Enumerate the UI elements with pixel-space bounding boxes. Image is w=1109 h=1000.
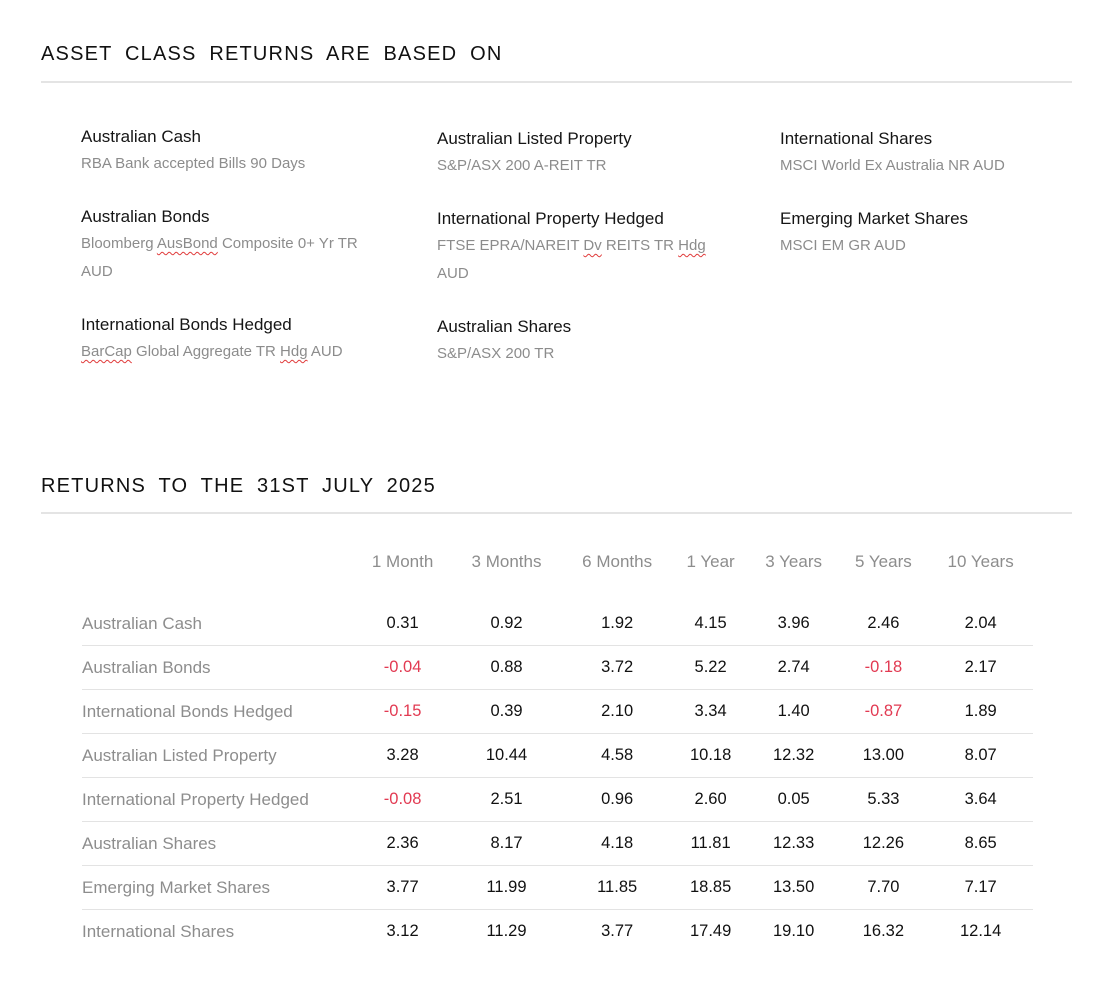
return-value: 3.64 bbox=[964, 790, 997, 808]
return-value: 10.44 bbox=[485, 746, 528, 764]
row-label: Australian Bonds bbox=[82, 657, 211, 677]
return-value: 7.17 bbox=[964, 878, 997, 896]
return-value: 5.22 bbox=[694, 658, 727, 676]
asset-name: Australian Listed Property bbox=[437, 129, 632, 148]
section-divider bbox=[41, 512, 1072, 514]
table-row bbox=[82, 734, 1033, 778]
return-value: 3.34 bbox=[694, 702, 727, 720]
return-value: 16.32 bbox=[862, 922, 905, 940]
return-value: 3.96 bbox=[777, 614, 810, 632]
asset-name: International Shares bbox=[780, 129, 933, 148]
return-value: 2.04 bbox=[964, 614, 997, 632]
return-value: 0.88 bbox=[490, 658, 523, 676]
column-header: 5 Years bbox=[855, 552, 912, 571]
return-value: 2.17 bbox=[964, 658, 997, 676]
return-value: 0.31 bbox=[386, 614, 419, 632]
basis-item-international-property-hedged bbox=[437, 208, 727, 288]
row-label: International Shares bbox=[82, 921, 235, 941]
column-header: 10 Years bbox=[947, 552, 1014, 571]
return-value: 12.32 bbox=[772, 746, 815, 764]
return-value: 12.26 bbox=[862, 834, 905, 852]
returns-section-title: RETURNS TO THE 31ST JULY 2025 bbox=[41, 475, 436, 497]
section-divider bbox=[41, 81, 1072, 83]
asset-index: RBA Bank accepted Bills 90 Days bbox=[81, 155, 306, 172]
table-row bbox=[82, 690, 1033, 734]
return-value: -0.04 bbox=[383, 658, 422, 676]
basis-item-international-shares bbox=[780, 128, 1070, 180]
return-value: 5.33 bbox=[867, 790, 900, 808]
basis-item-australian-listed-property bbox=[437, 128, 727, 180]
return-value: 3.77 bbox=[601, 922, 634, 940]
return-value: 2.74 bbox=[777, 658, 810, 676]
return-value: 13.50 bbox=[772, 878, 815, 896]
basis-item-international-bonds-hedged bbox=[81, 314, 391, 366]
return-value: 1.89 bbox=[964, 702, 997, 720]
return-value: 2.46 bbox=[867, 614, 900, 632]
return-value: 18.85 bbox=[689, 878, 732, 896]
row-label-header bbox=[82, 542, 354, 602]
return-value: 19.10 bbox=[772, 922, 815, 940]
column-header: 1 Year bbox=[686, 552, 735, 571]
return-value: -0.08 bbox=[383, 790, 422, 808]
return-value: 3.12 bbox=[386, 922, 419, 940]
table-row bbox=[82, 822, 1033, 866]
row-label: International Bonds Hedged bbox=[82, 701, 293, 721]
table-row bbox=[82, 866, 1033, 910]
column-header: 3 Months bbox=[471, 552, 542, 571]
asset-index: S&P/ASX 200 A-REIT TR bbox=[437, 157, 607, 174]
return-value: 12.33 bbox=[772, 834, 815, 852]
row-label: Australian Shares bbox=[82, 833, 217, 853]
table-header-row bbox=[82, 542, 1033, 602]
table-row bbox=[82, 910, 1033, 954]
return-value: 1.40 bbox=[777, 702, 810, 720]
asset-name: Emerging Market Shares bbox=[780, 209, 969, 228]
return-value: 0.92 bbox=[490, 614, 523, 632]
asset-index: Bloomberg AusBond Composite 0+ Yr TR AUD bbox=[81, 235, 358, 280]
asset-index: S&P/ASX 200 TR bbox=[437, 345, 555, 362]
column-header: 6 Months bbox=[582, 552, 653, 571]
column-header: 1 Month bbox=[371, 552, 434, 571]
return-value: 8.07 bbox=[964, 746, 997, 764]
asset-index: FTSE EPRA/NAREIT Dv REITS TR Hdg AUD bbox=[437, 237, 706, 282]
column-header: 3 Years bbox=[765, 552, 822, 571]
row-label: International Property Hedged bbox=[82, 789, 309, 809]
return-value: 4.18 bbox=[601, 834, 634, 852]
row-label: Australian Cash bbox=[82, 613, 203, 633]
return-value: 4.58 bbox=[601, 746, 634, 764]
basis-item-australian-cash bbox=[81, 126, 391, 178]
return-value: -0.18 bbox=[864, 658, 903, 676]
return-value: 2.10 bbox=[601, 702, 634, 720]
return-value: 11.99 bbox=[486, 878, 527, 896]
return-value: 0.05 bbox=[777, 790, 810, 808]
return-value: 2.36 bbox=[386, 834, 419, 852]
basis-column-1 bbox=[81, 126, 391, 394]
basis-item-australian-bonds bbox=[81, 206, 391, 286]
table-row bbox=[82, 778, 1033, 822]
return-value: 0.96 bbox=[601, 790, 634, 808]
asset-name: International Property Hedged bbox=[437, 209, 664, 228]
return-value: 8.17 bbox=[490, 834, 523, 852]
basis-column-2 bbox=[437, 128, 727, 396]
basis-section-title: ASSET CLASS RETURNS ARE BASED ON bbox=[41, 43, 503, 65]
asset-index: BarCap Global Aggregate TR Hdg AUD bbox=[81, 343, 343, 360]
return-value: 13.00 bbox=[862, 746, 905, 764]
return-value: 4.15 bbox=[694, 614, 727, 632]
basis-item-australian-shares bbox=[437, 316, 727, 368]
return-value: -0.15 bbox=[383, 702, 422, 720]
row-label: Emerging Market Shares bbox=[82, 877, 271, 897]
asset-name: Australian Bonds bbox=[81, 207, 210, 226]
return-value: 3.72 bbox=[601, 658, 634, 676]
asset-name: Australian Shares bbox=[437, 317, 572, 336]
asset-index: MSCI EM GR AUD bbox=[780, 237, 906, 254]
return-value: 0.39 bbox=[490, 702, 523, 720]
return-value: 1.92 bbox=[601, 614, 634, 632]
asset-name: Australian Cash bbox=[81, 127, 202, 146]
basis-column-3 bbox=[780, 128, 1070, 288]
return-value: 11.29 bbox=[486, 922, 527, 940]
return-value: 17.49 bbox=[689, 922, 732, 940]
return-value: 2.60 bbox=[694, 790, 727, 808]
row-label: Australian Listed Property bbox=[82, 745, 277, 765]
return-value: -0.87 bbox=[864, 702, 903, 720]
return-value: 3.77 bbox=[386, 878, 419, 896]
return-value: 11.81 bbox=[690, 834, 731, 852]
table-row bbox=[82, 602, 1033, 646]
asset-name: International Bonds Hedged bbox=[81, 315, 292, 334]
return-value: 12.14 bbox=[959, 922, 1002, 940]
table-row bbox=[82, 646, 1033, 690]
return-value: 8.65 bbox=[964, 834, 997, 852]
return-value: 7.70 bbox=[867, 878, 900, 896]
asset-index: MSCI World Ex Australia NR AUD bbox=[780, 157, 1005, 174]
return-value: 11.85 bbox=[597, 878, 638, 896]
return-value: 3.28 bbox=[386, 746, 419, 764]
basis-item-emerging-market-shares bbox=[780, 208, 1070, 260]
return-value: 2.51 bbox=[490, 790, 523, 808]
return-value: 10.18 bbox=[689, 746, 732, 764]
returns-table bbox=[82, 542, 1033, 953]
